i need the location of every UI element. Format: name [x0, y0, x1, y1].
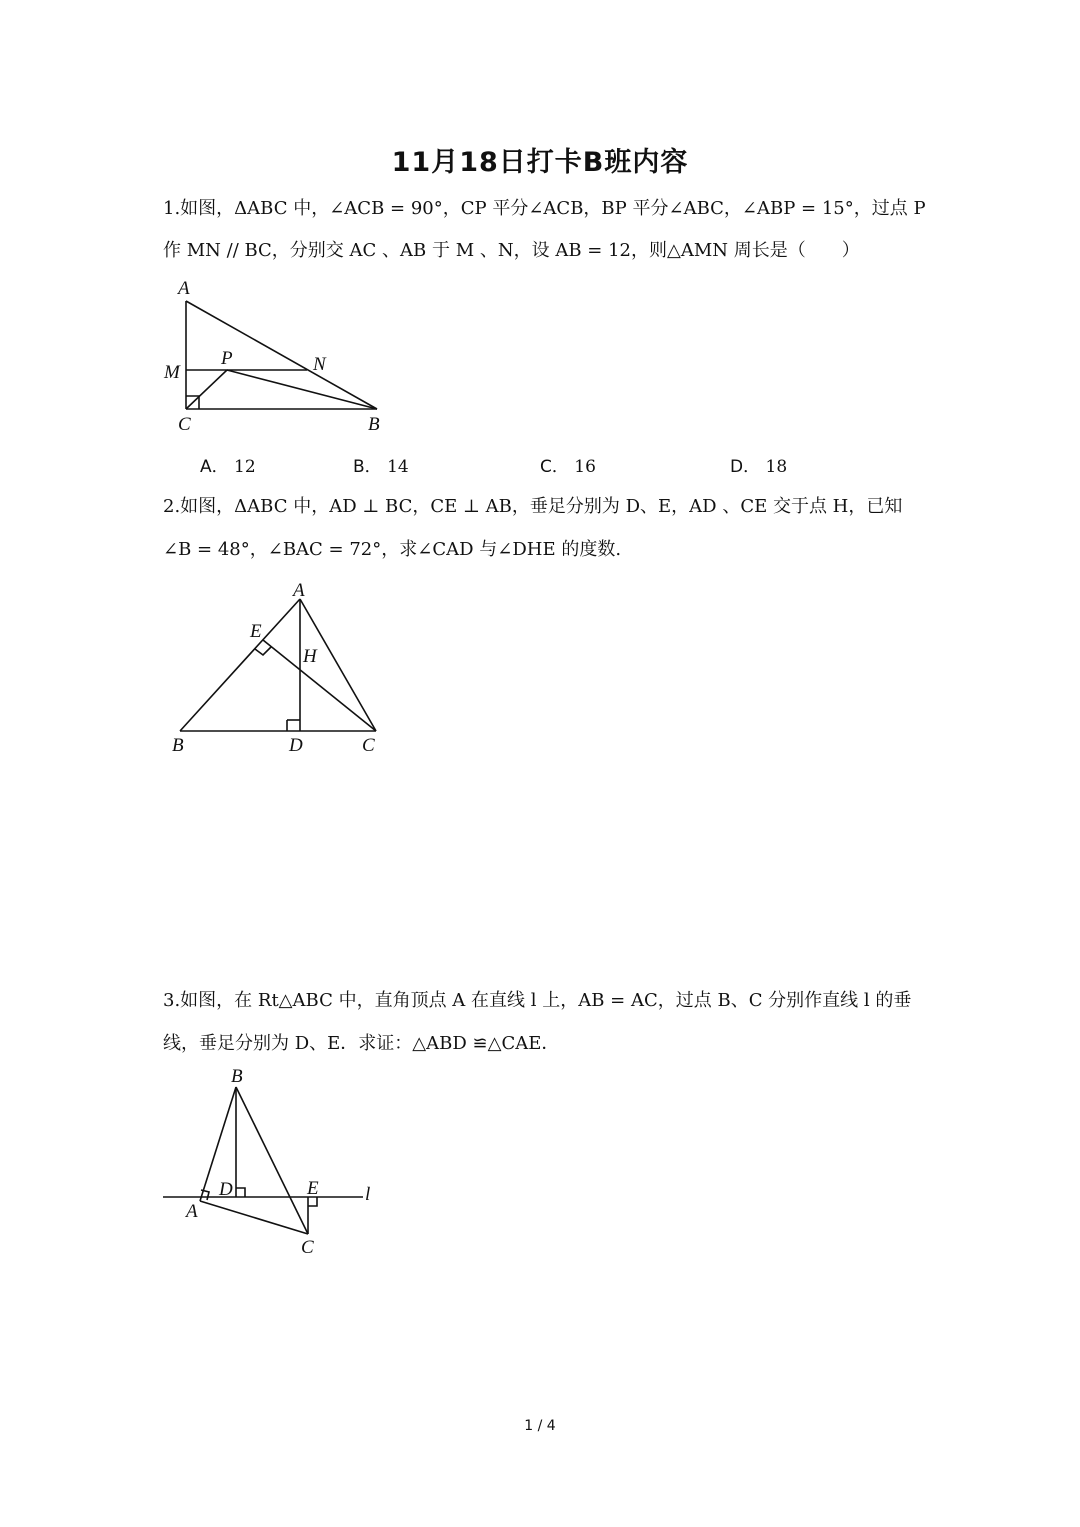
- q1-choice-a[interactable]: A． 12: [200, 457, 256, 477]
- q2-label-h: H: [303, 646, 317, 667]
- q2-right-angle-mark-e: [255, 647, 271, 655]
- q2-text-line1: 2.如图，ΔABC 中，AD ⊥ BC，CE ⊥ AB，垂足分别为 D、E，AD 、CE 交于点 H，已知: [163, 496, 903, 517]
- q1-label-c: C: [178, 414, 191, 435]
- q3-text-line1: 3.如图，在 Rt△ABC 中，直角顶点 A 在直线 l 上，AB = AC，过点 B、C 分别作直线 l 的垂: [163, 990, 912, 1011]
- q2-text-line2: ∠B = 48°，∠BAC = 72°，求∠CAD 与∠DHE 的度数.: [163, 539, 622, 560]
- q2-segment-ab: [180, 599, 300, 731]
- q1-label-m: M: [164, 362, 180, 383]
- q3-label-a: A: [186, 1201, 198, 1222]
- q1-label-p: P: [221, 348, 233, 369]
- q3-segment-ac: [200, 1201, 308, 1234]
- q1-segment-cp: [186, 370, 227, 409]
- q3-label-b: B: [231, 1066, 243, 1087]
- q1-label-b: B: [368, 414, 380, 435]
- page-number: 1 / 4: [524, 1418, 556, 1434]
- q1-segment-pb: [227, 370, 377, 409]
- q2-segment-ce: [263, 640, 376, 731]
- q2-label-b: B: [172, 735, 184, 756]
- q1-choice-b[interactable]: B． 14: [353, 457, 409, 477]
- q2-label-e: E: [250, 621, 262, 642]
- q3-label-e: E: [307, 1178, 319, 1199]
- q2-label-c: C: [362, 735, 375, 756]
- q1-segment-ab: [186, 301, 377, 409]
- q2-figure: [160, 575, 400, 760]
- q1-figure: [155, 270, 395, 440]
- q1-label-a: A: [178, 278, 190, 299]
- q1-text-line1: 1.如图，ΔABC 中，∠ACB = 90°，CP 平分∠ACB，BP 平分∠ABC，∠ABP = 15°，过点 P: [163, 198, 926, 219]
- page-title: 11月18日打卡B班内容: [391, 147, 689, 178]
- q3-figure: [155, 1060, 395, 1270]
- q3-label-d: D: [219, 1179, 233, 1200]
- q1-text-line2: 作 MN // BC，分别交 AC 、AB 于 M 、N，设 AB = 12，则△AMN 周长是（ ）: [163, 240, 860, 261]
- q1-label-n: N: [313, 354, 326, 375]
- q3-segment-bc: [236, 1087, 308, 1234]
- q2-label-a: A: [293, 580, 305, 601]
- q2-label-d: D: [289, 735, 303, 756]
- q1-choice-d[interactable]: D． 18: [730, 457, 788, 477]
- q3-label-c: C: [301, 1237, 314, 1258]
- q3-label-l: l: [365, 1184, 371, 1205]
- q3-text-line2: 线，垂足分别为 D、E．求证：△ABD ≌△CAE．: [163, 1033, 560, 1054]
- q1-choice-c[interactable]: C． 16: [540, 457, 596, 477]
- q3-right-angle-mark-d: [236, 1188, 245, 1197]
